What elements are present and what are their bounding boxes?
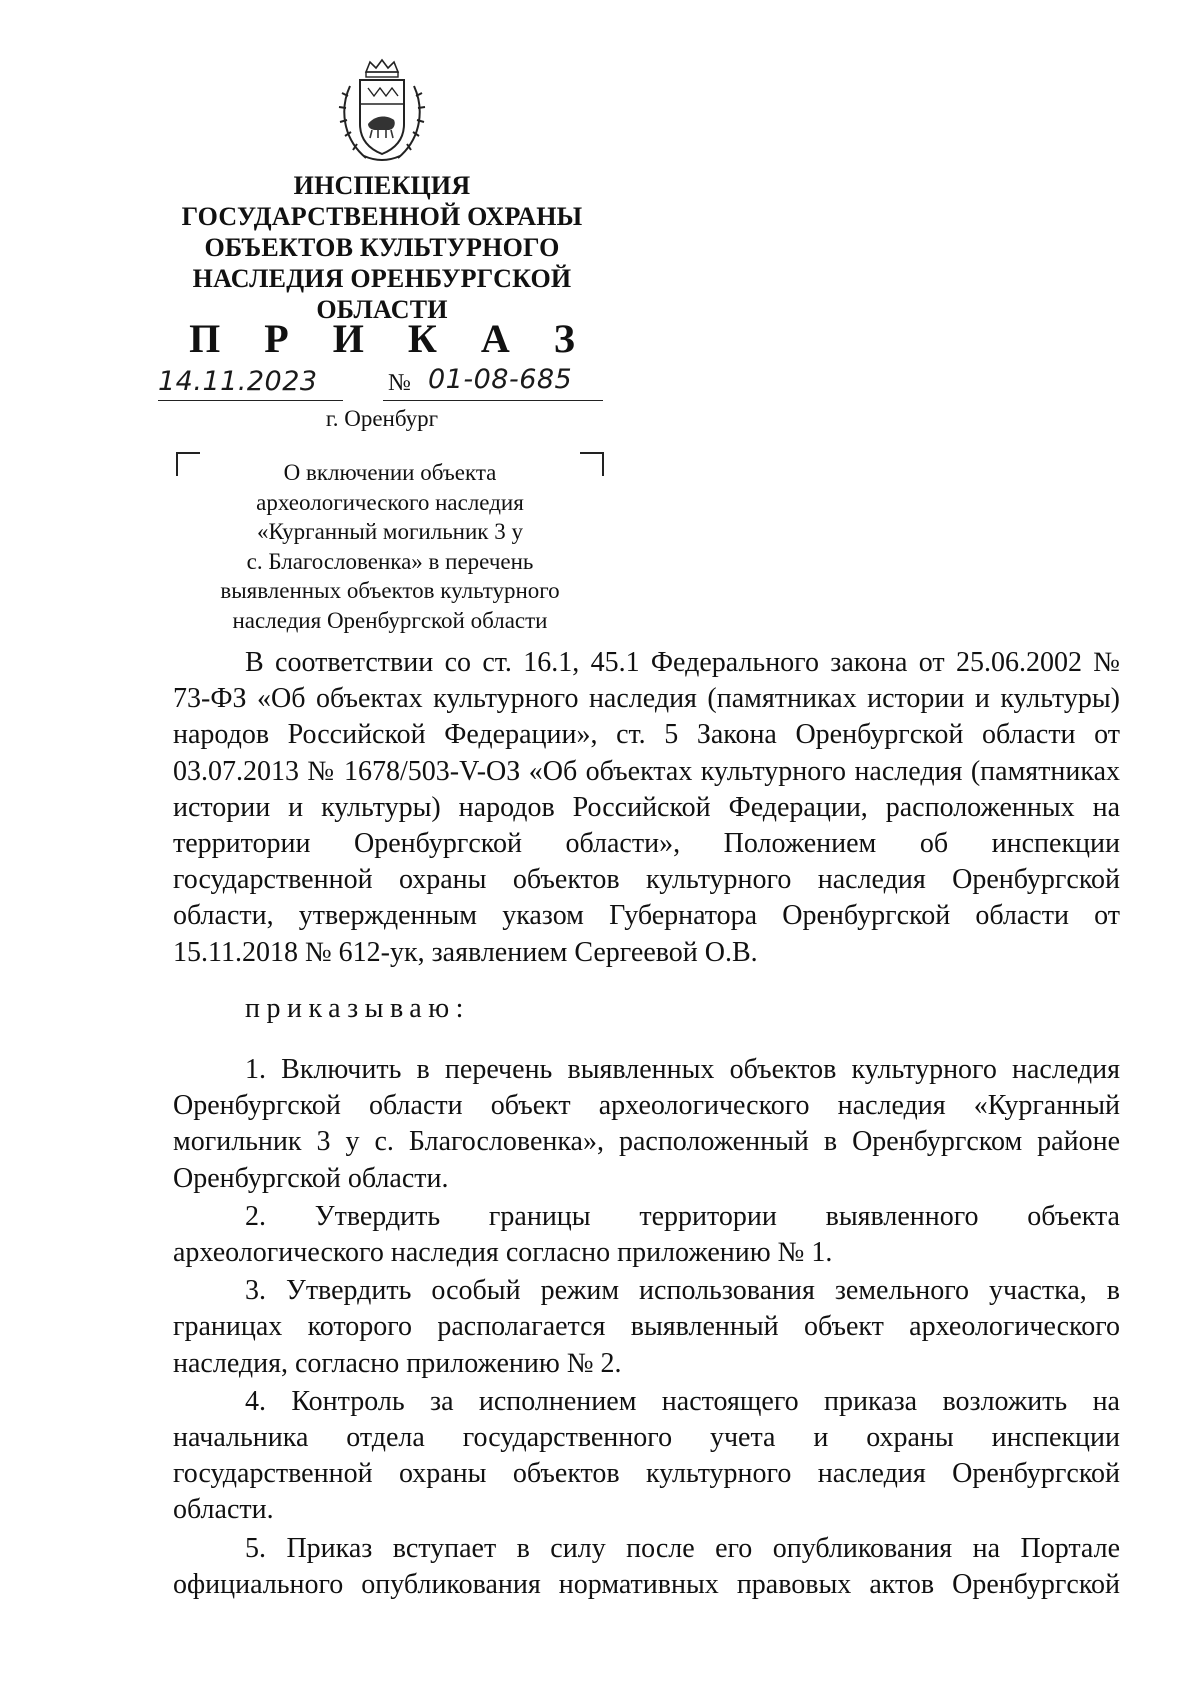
subject-line: наследия Оренбургской области <box>232 607 548 633</box>
subject-line: выявленных объектов культурного <box>220 578 560 603</box>
date-underline <box>158 400 343 401</box>
order-item: 1. Включить в перечень выявленных объектов культурного наследия Оренбургской области объект археологического наследия «Курганный могильник 3 у с. Благословенка», расположенный в Оренбургском районе Оренбургской области. <box>173 1054 1120 1194</box>
handwritten-date: 14.11.2023 <box>158 366 318 397</box>
order-item: 5. Приказ вступает в силу после его опубликования на Портале официального опубликования нормативных правовых актов Оренбургской <box>173 1532 1120 1600</box>
document-type: П Р И К А З <box>189 316 592 361</box>
order-word: приказываю: <box>245 993 470 1024</box>
handwritten-number: 01-08-685 <box>428 364 573 395</box>
subject-line: О включении объекта <box>283 460 497 485</box>
city: г. Оренбург <box>325 406 439 431</box>
org-line: ОБЛАСТИ <box>316 295 448 324</box>
coat-of-arms-icon <box>336 58 428 166</box>
preamble-paragraph: В соответствии со ст. 16.1, 45.1 Федерального закона от 25.06.2002 № 73-ФЗ «Об объектах культурного наследия (памятниках истории и культуры) народов Российской Федерации», ст. 5 Закона Оренбургской области от 03.07.2013 № 1678/503-V-ОЗ «Об объектах культурного наследия (памятниках истории и культуры) народов Российской Федерации, расположенных на территории Оренбургской области», Положением об инспекции государственной охраны объектов культурного наследия Оренбургской области, утвержденным указом Губернатора Оренбургской области от 15.11.2018 № 612-ук, заявлением Сергеевой О.В. <box>173 647 1120 968</box>
date-number-row <box>158 364 603 404</box>
number-sign: № <box>388 370 411 396</box>
org-line: ГОСУДАРСТВЕННОЙ ОХРАНЫ <box>181 202 583 231</box>
order-item: 3. Утвердить особый режим использования земельного участка, в границах которого располагается выявленный объект археологического наследия, согласно приложению № 2. <box>173 1275 1120 1379</box>
organization-name <box>160 170 604 325</box>
subject-line: с. Благословенка» в перечень <box>246 548 534 574</box>
preamble <box>173 645 1120 971</box>
org-line: НАСЛЕДИЯ ОРЕНБУРГСКОЙ <box>192 264 572 293</box>
org-line: ОБЪЕКТОВ КУЛЬТУРНОГО <box>204 233 560 262</box>
order-items <box>173 1052 1120 1603</box>
subject-line: археологического наследия <box>256 489 524 515</box>
order-item: 2. Утвердить границы территории выявленного объекта археологического наследия согласно приложению № 1. <box>173 1200 1120 1269</box>
order-item: 4. Контроль за исполнением настоящего приказа возложить на начальника отдела государственного учета и охраны инспекции государственной охраны объектов культурного наследия Оренбургской области. <box>173 1385 1120 1526</box>
document-subject <box>190 458 590 635</box>
subject-line: «Курганный могильник 3 у <box>257 519 523 544</box>
number-underline <box>383 400 603 401</box>
org-line: ИНСПЕКЦИЯ <box>293 171 471 200</box>
